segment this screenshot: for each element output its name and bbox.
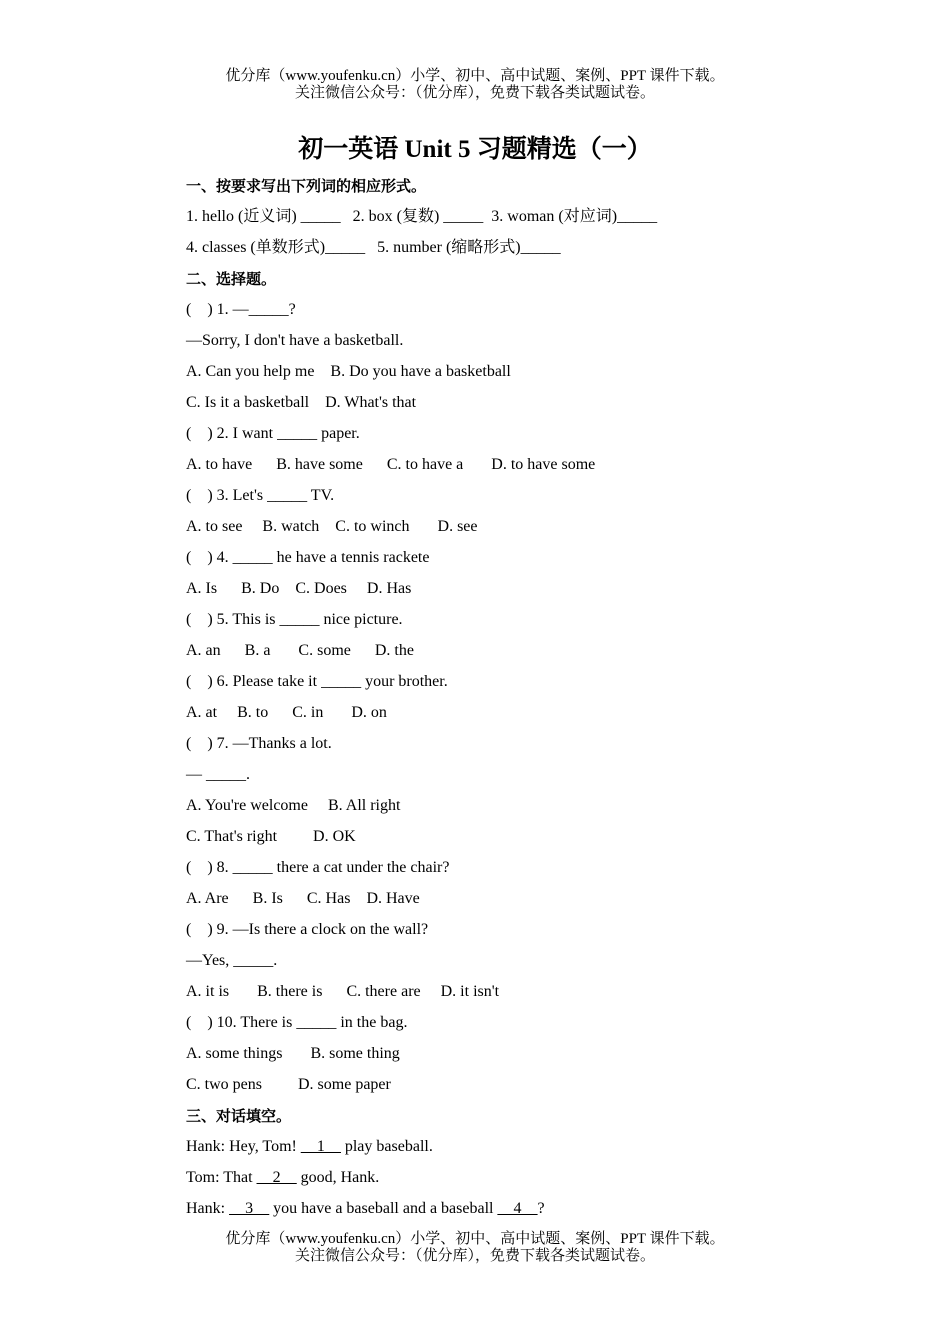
text-line: ( ) 9. —Is there a clock on the wall?: [186, 921, 429, 938]
document-title: 初一英语 Unit 5 习题精选（一）: [298, 136, 652, 163]
dialog-text: Hank:: [186, 1200, 230, 1217]
section-heading: 三、对话填空。: [186, 1107, 292, 1125]
text-line: A. Can you help me B. Do you have a basketball: [186, 363, 511, 380]
text-line: 4. classes (单数形式)_____ 5. number (缩略形式)_____: [186, 239, 561, 256]
text-line: ( ) 5. This is _____ nice picture.: [186, 611, 403, 628]
text-line: A. to see B. watch C. to winch D. see: [186, 518, 478, 535]
text-line: A. at B. to C. in D. on: [186, 704, 387, 721]
text-line: A. to have B. have some C. to have a D. to have some: [186, 456, 596, 473]
answer-blank: __4__: [497, 1200, 538, 1217]
text-line: C. Is it a basketball D. What's that: [186, 394, 417, 411]
text-line: ( ) 1. —_____?: [186, 301, 296, 318]
text-line: A. an B. a C. some D. the: [186, 642, 414, 659]
footer-line-2: 关注微信公众号：（优分库），免费下载各类试题试卷。: [294, 1248, 655, 1264]
text-line: A. it is B. there is C. there are D. it isn't: [186, 983, 500, 1000]
text-line: ( ) 8. _____ there a cat under the chair?: [186, 859, 450, 876]
section-heading: 二、选择题。: [186, 270, 277, 288]
document-body: [186, 174, 806, 1228]
footer-line-1: 优分库（www.youfenku.cn）小学、初中、高中试题、案例、PPT 课件下载。: [225, 1231, 725, 1247]
text-line: — _____.: [186, 766, 250, 783]
dialog-text: ?: [537, 1200, 545, 1217]
answer-blank: __2__: [256, 1169, 297, 1186]
text-line: 1. hello (近义词) _____ 2. box (复数) _____ 3. woman (对应词)_____: [186, 208, 658, 225]
text-line: ( ) 2. I want _____ paper.: [186, 425, 360, 442]
text-line: [186, 1166, 806, 1197]
text-line: [186, 1135, 806, 1166]
page-footer: [0, 1231, 950, 1265]
dialog-text: good, Hank.: [296, 1169, 380, 1186]
text-line: —Yes, _____.: [186, 952, 278, 969]
text-line: ( ) 3. Let's _____ TV.: [186, 487, 335, 504]
header-line-1: 优分库（www.youfenku.cn）小学、初中、高中试题、案例、PPT 课件下载。: [225, 68, 725, 84]
text-line: A. some things B. some thing: [186, 1045, 400, 1062]
text-line: —Sorry, I don't have a basketball.: [186, 332, 404, 349]
dialog-text: Hank: Hey, Tom!: [186, 1138, 301, 1155]
text-line: A. Are B. Is C. Has D. Have: [186, 890, 420, 907]
page-header: [0, 68, 950, 102]
dialog-text: play baseball.: [340, 1138, 433, 1155]
text-line: A. You're welcome B. All right: [186, 797, 401, 814]
text-line: [186, 1197, 806, 1228]
text-line: ( ) 4. _____ he have a tennis rackete: [186, 549, 430, 566]
section-heading: 一、按要求写出下列词的相应形式。: [186, 177, 427, 195]
dialog-text: you have a baseball and a baseball: [269, 1200, 498, 1217]
text-line: C. That's right D. OK: [186, 828, 356, 845]
dialog-text: Tom: That: [186, 1169, 257, 1186]
answer-blank: __3__: [229, 1200, 270, 1217]
text-line: A. Is B. Do C. Does D. Has: [186, 580, 412, 597]
text-line: ( ) 10. There is _____ in the bag.: [186, 1014, 408, 1031]
header-line-2: 关注微信公众号：（优分库），免费下载各类试题试卷。: [294, 85, 655, 101]
text-line: C. two pens D. some paper: [186, 1076, 391, 1093]
answer-blank: __1__: [300, 1138, 341, 1155]
text-line: ( ) 7. —Thanks a lot.: [186, 735, 332, 752]
text-line: ( ) 6. Please take it _____ your brother.: [186, 673, 448, 690]
